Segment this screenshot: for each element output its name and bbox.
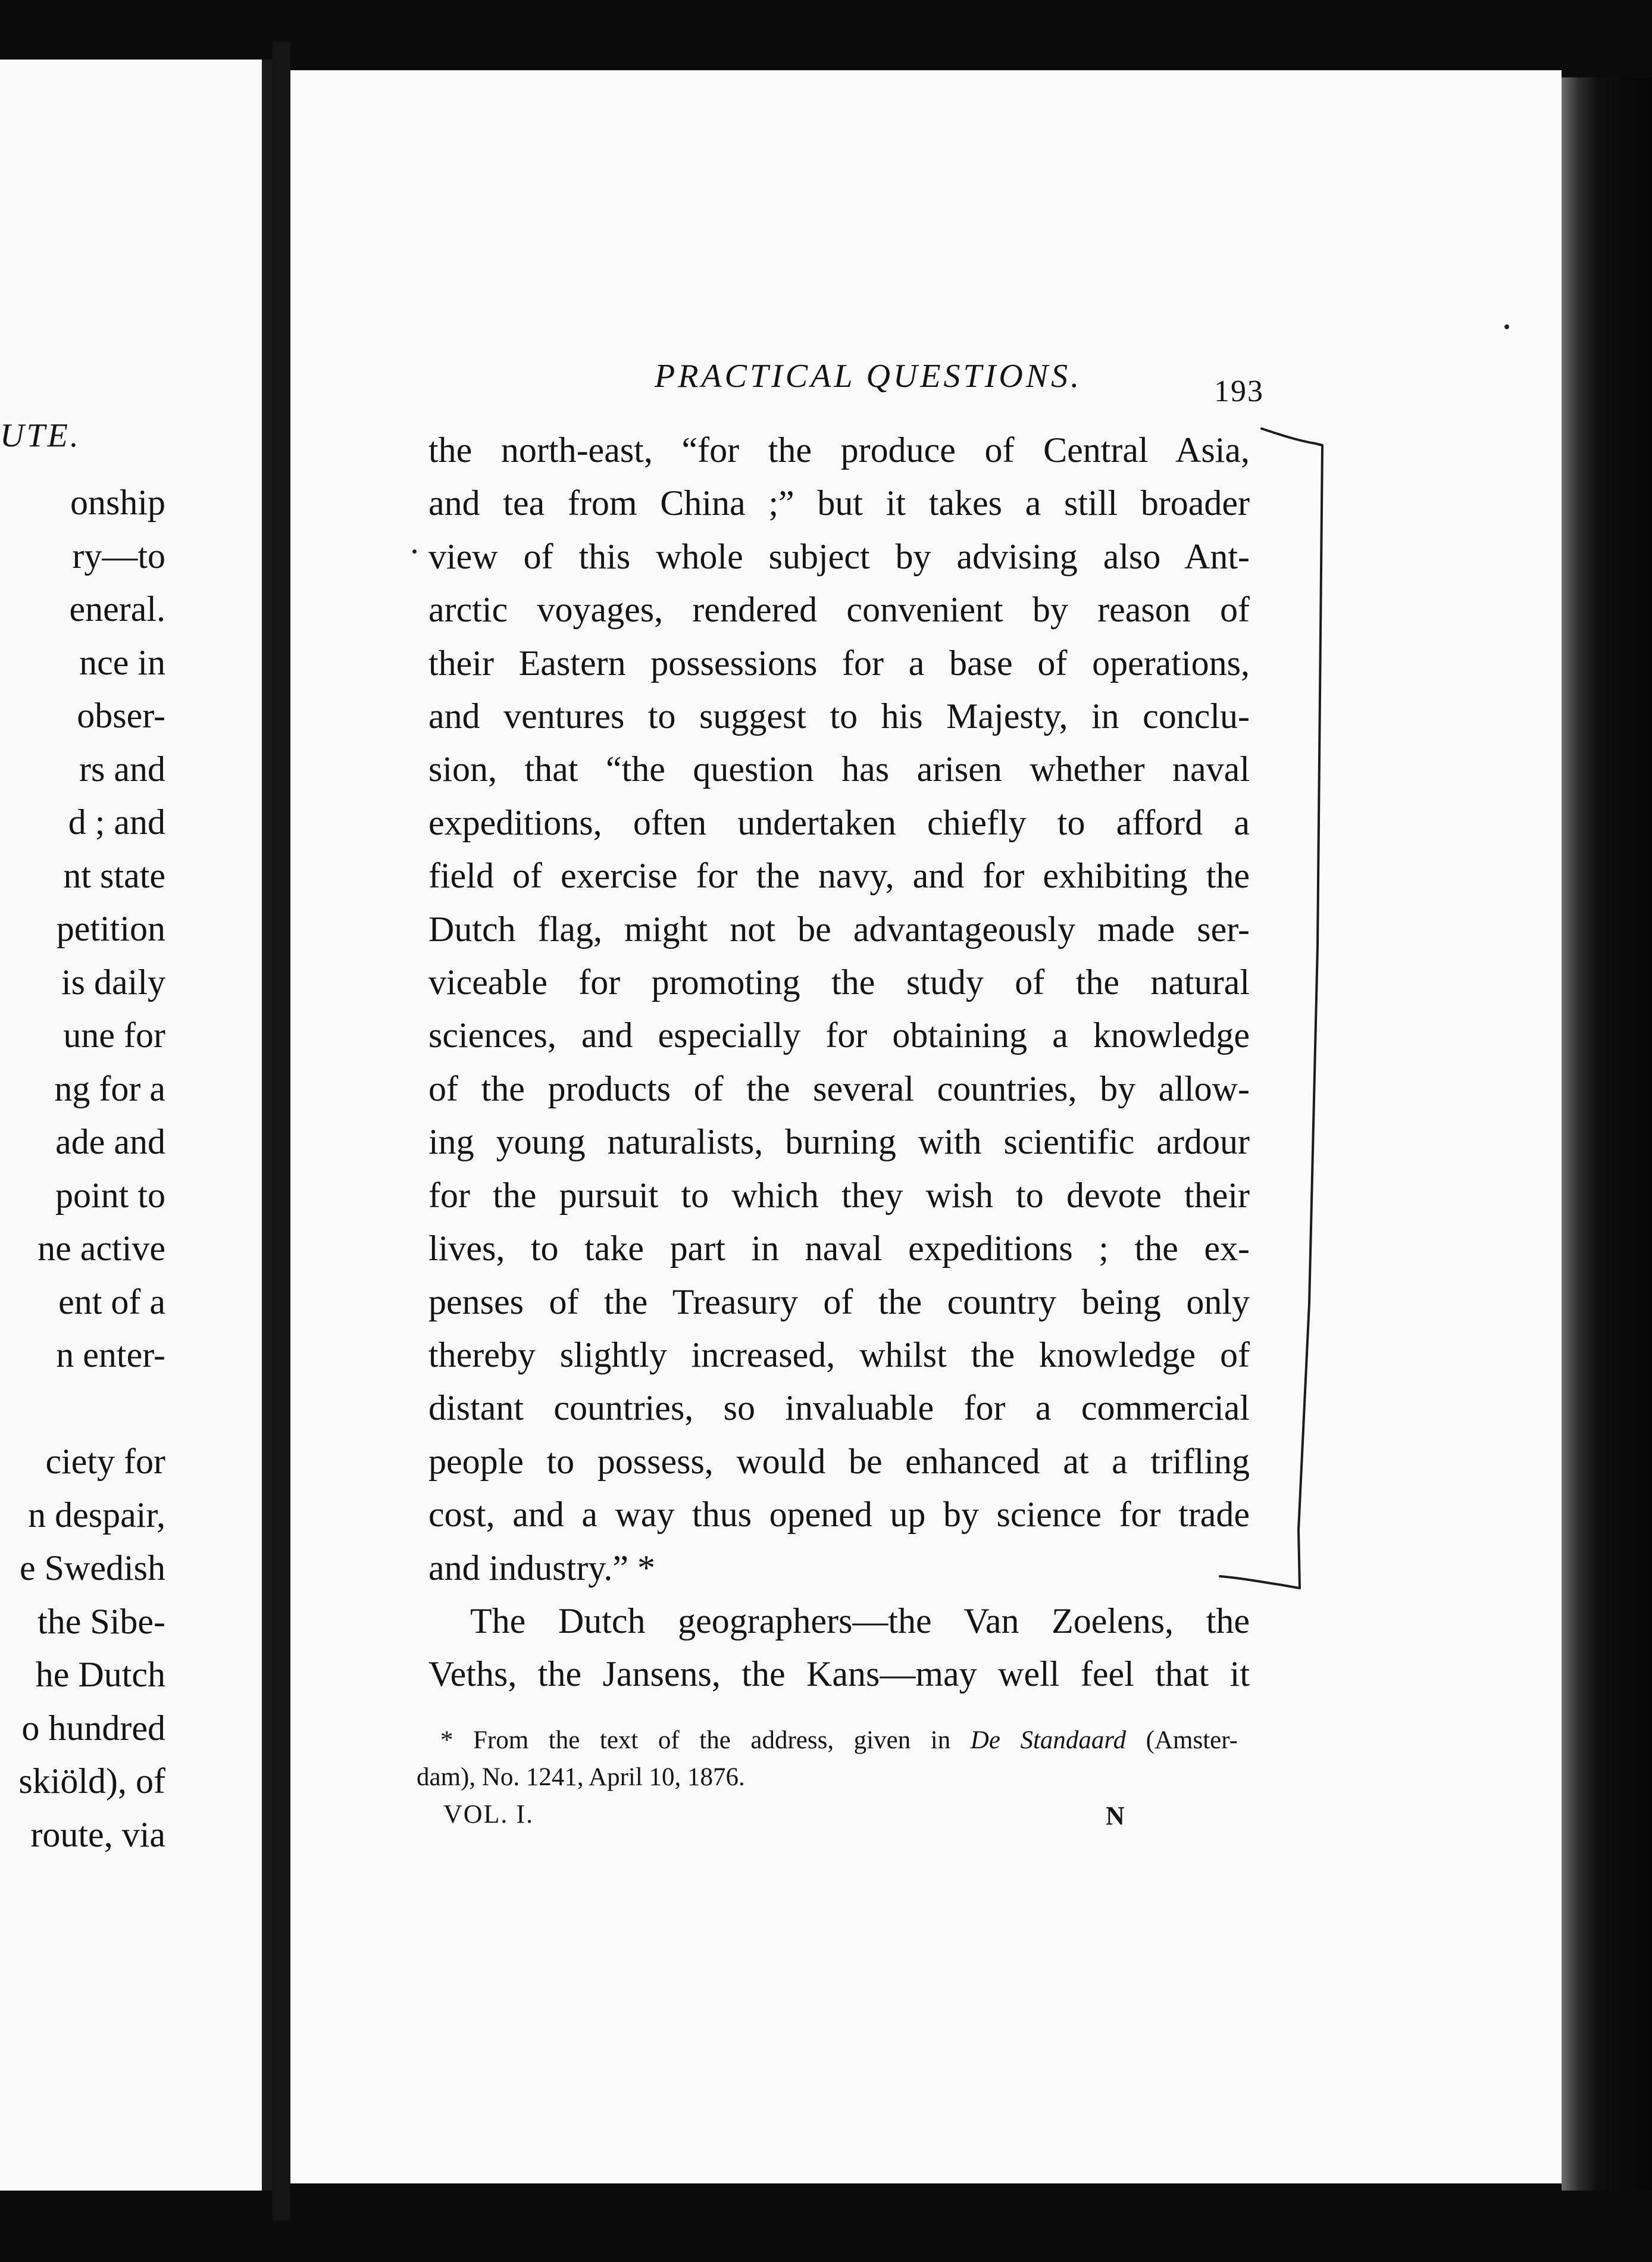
margin-bracket-mark bbox=[1190, 411, 1333, 1613]
left-line: nce in bbox=[79, 642, 165, 682]
body-line: people to possess, would be enhanced at a trifling bbox=[428, 1441, 1250, 1481]
body-line: ing young naturalists, burning with scientific ardour bbox=[428, 1122, 1250, 1162]
left-running-head: UTE. bbox=[0, 417, 81, 454]
left-page bbox=[0, 60, 273, 2191]
footnote-line: dam), No. 1241, April 10, 1876. bbox=[417, 1763, 745, 1791]
left-line-blank bbox=[18, 1382, 165, 1436]
left-line: ade and bbox=[55, 1122, 165, 1161]
footnote-title: De Standaard bbox=[970, 1726, 1127, 1754]
left-line: skiöld), of bbox=[18, 1761, 165, 1801]
left-line: nt state bbox=[63, 855, 165, 895]
left-line: the Sibe- bbox=[37, 1601, 165, 1641]
left-line: ry—to bbox=[72, 536, 165, 576]
body-line: and industry.” * bbox=[428, 1548, 656, 1588]
left-line: n despair, bbox=[28, 1495, 165, 1535]
left-line: ng for a bbox=[54, 1068, 165, 1108]
footnote-text: * From the text of the address, given in bbox=[440, 1726, 951, 1754]
left-line: route, via bbox=[30, 1814, 165, 1854]
left-line: n enter- bbox=[56, 1335, 165, 1374]
footnote bbox=[417, 1722, 1238, 1796]
left-line: onship bbox=[70, 483, 165, 522]
body-line: The Dutch geographers—the Van Zoelens, the bbox=[470, 1601, 1250, 1641]
body-line: Dutch flag, might not be advantageously made ser- bbox=[428, 909, 1250, 949]
body-line: expeditions, often undertaken chiefly to afford a bbox=[428, 802, 1250, 842]
left-line: obser- bbox=[77, 696, 165, 735]
footnote-text: (Amster- bbox=[1146, 1726, 1238, 1754]
left-line: o hundred bbox=[21, 1708, 165, 1748]
body-line: view of this whole subject by advising also Ant- bbox=[428, 536, 1250, 576]
running-head: PRACTICAL QUESTIONS. bbox=[655, 358, 1082, 395]
body-line: lives, to take part in naval expeditions ; the ex- bbox=[428, 1229, 1250, 1269]
left-line: une for bbox=[63, 1016, 165, 1055]
body-line: arctic voyages, rendered convenient by reason of bbox=[428, 590, 1250, 630]
signature-letter: N bbox=[1106, 1801, 1125, 1830]
body-line: field of exercise for the navy, and for exhibiting the bbox=[428, 856, 1250, 896]
book-gutter bbox=[273, 42, 290, 2220]
page-edge-shadow bbox=[1562, 77, 1652, 2191]
body-line: penses of the Treasury of the country being only bbox=[428, 1282, 1250, 1321]
left-line: eneral. bbox=[69, 589, 165, 629]
body-line: distant countries, so invaluable for a commercial bbox=[428, 1388, 1250, 1428]
body-line: thereby slightly increased, whilst the knowledge of bbox=[428, 1335, 1250, 1374]
signature-mark: VOL. I. bbox=[443, 1799, 534, 1829]
body-line: for the pursuit to which they wish to devote their bbox=[428, 1175, 1250, 1215]
body-line: sion, that “the question has arisen whether naval bbox=[428, 749, 1250, 789]
body-line: Veths, the Jansens, the Kans—may well feel that it bbox=[428, 1654, 1250, 1694]
print-speck bbox=[1504, 324, 1509, 329]
body-line: the north-east, “for the produce of Central Asia, bbox=[428, 430, 1250, 470]
left-line: he Dutch bbox=[35, 1655, 165, 1694]
left-line: ne active bbox=[37, 1229, 165, 1268]
body-line: of the products of the several countries, by allow- bbox=[428, 1068, 1250, 1108]
left-line: d ; and bbox=[68, 802, 165, 842]
body-line: cost, and a way thus opened up by science for trade bbox=[428, 1495, 1250, 1535]
footnote-line bbox=[417, 1722, 1238, 1759]
body-line: their Eastern possessions for a base of operations, bbox=[428, 643, 1250, 683]
body-line: viceable for promoting the study of the natural bbox=[428, 963, 1250, 1002]
left-line: ciety for bbox=[45, 1442, 165, 1481]
body-text bbox=[428, 424, 1250, 1701]
page-number: 193 bbox=[1214, 374, 1264, 408]
left-line: e Swedish bbox=[20, 1548, 165, 1588]
left-line: is daily bbox=[61, 962, 165, 1002]
left-page-text bbox=[18, 476, 165, 1861]
print-speck bbox=[412, 549, 417, 554]
left-line: ent of a bbox=[58, 1282, 165, 1321]
body-line: sciences, and especially for obtaining a knowledge bbox=[428, 1016, 1250, 1055]
body-line: and ventures to suggest to his Majesty, in conclu- bbox=[428, 696, 1250, 736]
left-line: petition bbox=[56, 909, 165, 948]
left-line: point to bbox=[55, 1175, 165, 1215]
body-line: and tea from China ;” but it takes a still broader bbox=[428, 483, 1250, 523]
left-line: rs and bbox=[79, 749, 165, 789]
